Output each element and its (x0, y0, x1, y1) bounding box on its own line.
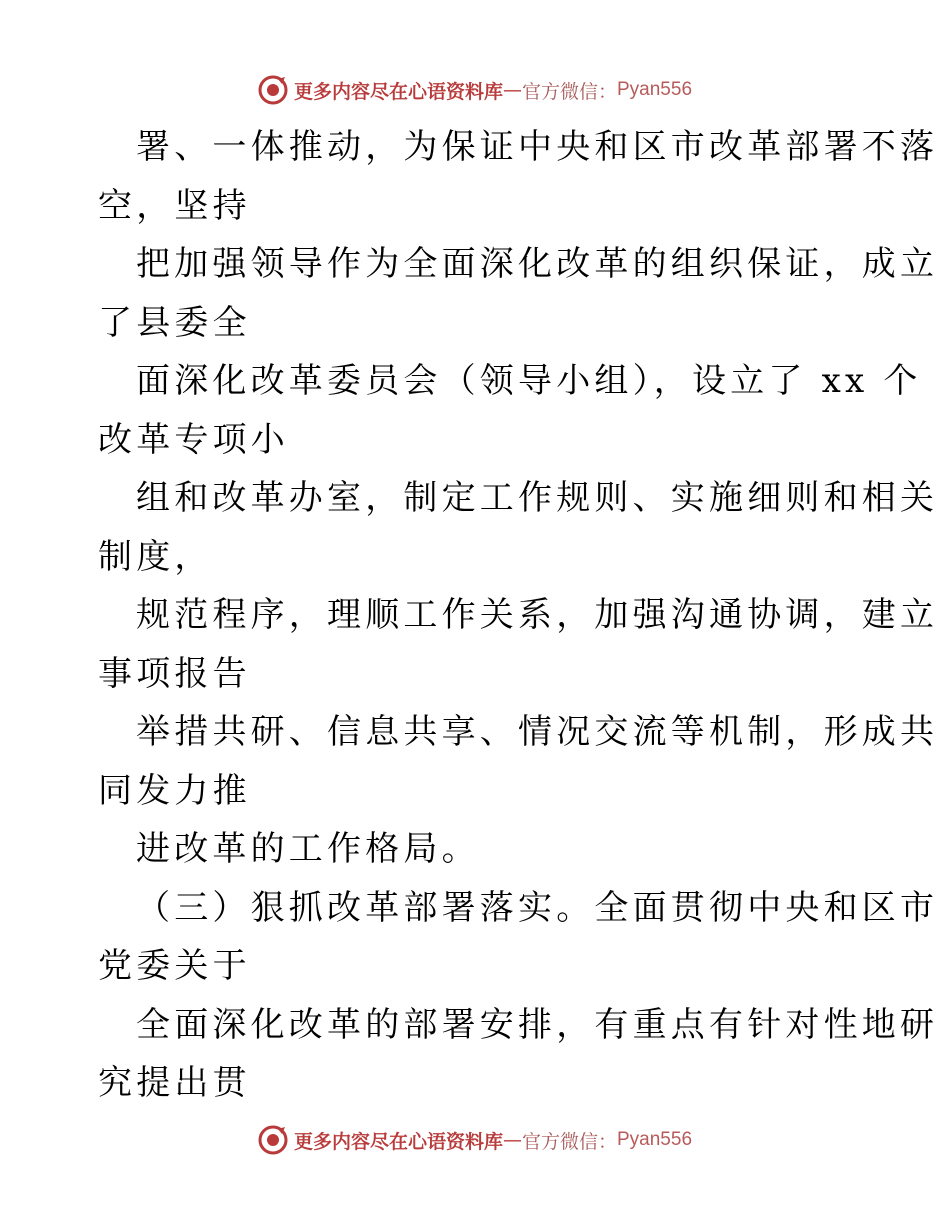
watermark-main-text: 更多内容尽在心语资料库 (293, 80, 503, 103)
body-line-11: 举措共研、信息共享、情况交流等机制，形成共 (136, 712, 939, 752)
body-line-15: 党委关于 (98, 946, 251, 986)
body-line-10: 事项报告 (98, 653, 251, 694)
watermark-dash: — (502, 1129, 522, 1151)
footer-watermark (0, 1120, 950, 1160)
watermark-wechat-label: 官方微信： (521, 80, 617, 103)
body-line-12: 同发力推 (98, 770, 251, 811)
body-line-16: 全面深化改革的部署安排，有重点有针对性地研 (136, 1004, 939, 1045)
body-line-3: 把加强领导作为全面深化改革的组织保证，成立 (136, 244, 939, 284)
header-watermark (0, 70, 950, 110)
body-line-1: 署、一体推动，为保证中央和区市改革部署不落 (136, 127, 939, 167)
body-line-2: 空，坚持 (98, 185, 251, 226)
watermark-wechat-id: Pyan556 (617, 1129, 693, 1150)
watermark-wechat-id: Pyan556 (617, 79, 693, 100)
brand-logo-icon (258, 1125, 288, 1155)
body-line-17: 究提出贯 (98, 1063, 251, 1103)
body-line-7: 组和改革办室，制定工作规则、实施细则和相关 (136, 478, 939, 518)
watermark-wechat-label: 官方微信： (521, 1130, 617, 1153)
section-heading-line: （三）狠抓改革部署落实。全面贯彻中央和区市 (136, 887, 939, 928)
body-line-9: 规范程序，理顺工作关系，加强沟通协调，建立 (136, 595, 939, 635)
brand-logo-icon (258, 75, 288, 105)
body-line-8: 制度， (98, 536, 213, 577)
body-line-5: 面深化改革委员会（领导小组），设立了 xx 个 (136, 361, 922, 401)
watermark-dash: — (502, 79, 522, 101)
body-line-13: 进改革的工作格局。 (136, 829, 480, 869)
document-body (98, 118, 939, 1113)
body-line-4: 了县委全 (98, 302, 251, 343)
body-line-6: 改革专项小 (98, 419, 289, 460)
watermark-main-text: 更多内容尽在心语资料库 (293, 1130, 503, 1153)
